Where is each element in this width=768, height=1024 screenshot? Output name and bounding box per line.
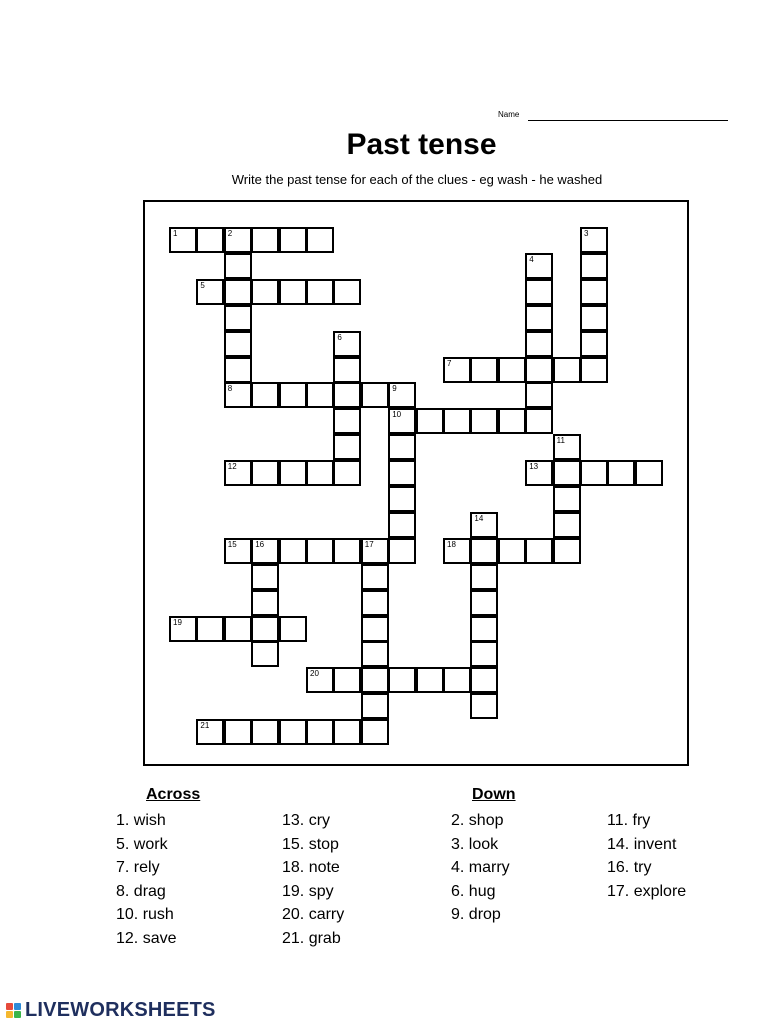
clue-down: 3. look: [451, 835, 499, 853]
crossword-cell[interactable]: [388, 538, 416, 564]
crossword-cell[interactable]: [224, 305, 252, 331]
crossword-cell[interactable]: [333, 538, 361, 564]
crossword-cell[interactable]: [470, 693, 498, 719]
clue-number: 13: [529, 462, 539, 472]
crossword-cell[interactable]: [251, 382, 279, 408]
clues-section: [0, 786, 768, 956]
crossword-cell[interactable]: [333, 357, 361, 383]
crossword-cell[interactable]: [361, 564, 389, 590]
down-heading: Down: [472, 786, 516, 803]
clue-number: 16: [255, 539, 265, 549]
crossword-cell[interactable]: [388, 460, 416, 486]
crossword-cell[interactable]: [224, 253, 252, 279]
clue-number: 8: [227, 384, 233, 394]
clue-number: 15: [227, 539, 237, 549]
clue-number: 14: [474, 513, 484, 523]
crossword-cell[interactable]: [333, 667, 361, 693]
crossword-cell[interactable]: [333, 382, 361, 408]
crossword-cell[interactable]: [525, 382, 553, 408]
crossword-cell[interactable]: [333, 460, 361, 486]
crossword-cell[interactable]: [224, 331, 252, 357]
crossword-cell[interactable]: [279, 279, 307, 305]
crossword-cell[interactable]: [388, 512, 416, 538]
clue-across: 18. note: [282, 859, 340, 877]
brand-square-icon: [14, 1003, 21, 1010]
crossword-cell[interactable]: [333, 719, 361, 745]
crossword-cell[interactable]: [470, 641, 498, 667]
clue-down: 4. marry: [451, 859, 510, 877]
clue-across: 15. stop: [282, 835, 339, 853]
crossword-cell[interactable]: [635, 460, 663, 486]
crossword-cell[interactable]: [251, 538, 279, 564]
crossword-cell[interactable]: [279, 719, 307, 745]
clue-down: 17. explore: [607, 882, 687, 900]
clue-number: 7: [447, 358, 452, 368]
name-line: [528, 120, 728, 121]
clue-number: 5: [200, 280, 205, 290]
crossword-cell[interactable]: [580, 331, 608, 357]
crossword-cell[interactable]: [525, 253, 553, 279]
crossword-cell[interactable]: [251, 590, 279, 616]
liveworksheets-logo: [6, 996, 216, 1024]
crossword-cell[interactable]: [333, 408, 361, 434]
clue-down: 14. invent: [607, 835, 677, 853]
crossword-cell[interactable]: [251, 719, 279, 745]
brand-square-icon: [6, 1003, 13, 1010]
crossword-cell[interactable]: [388, 408, 416, 434]
clue-across: 1. wish: [116, 812, 166, 829]
crossword-cell[interactable]: [580, 460, 608, 486]
clue-number: 21: [200, 721, 210, 731]
crossword-cell[interactable]: [224, 382, 252, 408]
crossword-cell[interactable]: [525, 305, 553, 331]
clue-across: 13. cry: [282, 812, 331, 829]
clue-across: 19. spy: [282, 882, 334, 900]
crossword-cell[interactable]: [279, 227, 307, 253]
brand-icon: [6, 1003, 21, 1018]
clue-number: 9: [392, 384, 397, 394]
crossword-cell[interactable]: [279, 616, 307, 642]
clue-across: 12. save: [116, 929, 177, 947]
crossword-cell[interactable]: [388, 434, 416, 460]
crossword-cell[interactable]: [443, 538, 471, 564]
crossword-cell[interactable]: [251, 227, 279, 253]
clue-across: 20. carry: [282, 906, 345, 924]
crossword-cell[interactable]: [580, 357, 608, 383]
down-column-1: [451, 809, 510, 927]
clue-down: 2. shop: [451, 812, 504, 829]
crossword-cell[interactable]: [361, 667, 389, 693]
crossword-cell[interactable]: [416, 667, 444, 693]
crossword-cell[interactable]: [196, 719, 224, 745]
name-field: [498, 110, 519, 119]
page-title: Past tense: [346, 128, 497, 161]
crossword-cell[interactable]: [224, 279, 252, 305]
crossword-cell[interactable]: [388, 382, 416, 408]
crossword-cell[interactable]: [306, 667, 334, 693]
crossword-cell[interactable]: [388, 667, 416, 693]
clue-number: 12: [227, 462, 237, 472]
clue-number: 3: [584, 229, 589, 238]
crossword-cell[interactable]: [196, 279, 224, 305]
crossword-cell[interactable]: [306, 460, 334, 486]
clue-number: 18: [447, 539, 456, 549]
crossword-cell[interactable]: [224, 460, 252, 486]
crossword-cell[interactable]: [333, 331, 361, 357]
crossword-cell[interactable]: [306, 279, 334, 305]
crossword-cell[interactable]: [251, 564, 279, 590]
crossword-cell[interactable]: [470, 590, 498, 616]
clue-number: 1: [173, 229, 178, 238]
crossword-cell[interactable]: [251, 616, 279, 642]
name-label: Name: [498, 110, 520, 119]
clue-number: 17: [364, 539, 374, 549]
clue-across: 10. rush: [116, 906, 174, 924]
crossword-cell[interactable]: [169, 227, 197, 253]
instructions: Write the past tense for each of the clues - eg wash - he washed: [231, 172, 603, 187]
crossword-cell[interactable]: [333, 279, 361, 305]
crossword-cell[interactable]: [580, 253, 608, 279]
crossword-cell[interactable]: [224, 616, 252, 642]
crossword-cell[interactable]: [224, 538, 252, 564]
crossword-cell[interactable]: [279, 382, 307, 408]
crossword-cell[interactable]: [224, 719, 252, 745]
clue-down: 16. try: [607, 859, 652, 877]
crossword-cell[interactable]: [553, 460, 581, 486]
crossword-cell[interactable]: [470, 564, 498, 590]
crossword-cell[interactable]: [553, 357, 581, 383]
crossword-cell[interactable]: [361, 693, 389, 719]
crossword-cell[interactable]: [443, 408, 471, 434]
crossword-cell[interactable]: [306, 538, 334, 564]
clue-number: 2: [227, 229, 233, 238]
crossword-cell[interactable]: [361, 641, 389, 667]
crossword-cell[interactable]: [580, 305, 608, 331]
down-column-2: [607, 809, 686, 903]
clue-number: 4: [529, 254, 534, 264]
crossword-cell[interactable]: [361, 382, 389, 408]
crossword-cell[interactable]: [279, 538, 307, 564]
clue-across: 21. grab: [282, 929, 341, 947]
clue-number: 6: [337, 332, 342, 342]
across-heading: Across: [146, 786, 201, 803]
clue-across: 8. drag: [116, 882, 166, 900]
clue-across: 5. work: [116, 835, 168, 853]
crossword-cell[interactable]: [498, 408, 526, 434]
crossword-cell[interactable]: [470, 408, 498, 434]
clue-down: 9. drop: [451, 906, 501, 924]
crossword-cell[interactable]: [470, 667, 498, 693]
crossword-cell[interactable]: [251, 460, 279, 486]
brand-text: LIVEWORKSHEETS: [25, 998, 216, 1021]
crossword-cell[interactable]: [470, 357, 498, 383]
crossword-cell[interactable]: [553, 512, 581, 538]
crossword-cell[interactable]: [470, 538, 498, 564]
across-column-2: [282, 809, 344, 951]
crossword-grid: [143, 200, 689, 766]
crossword-cell[interactable]: [525, 408, 553, 434]
crossword-cell[interactable]: [470, 512, 498, 538]
crossword-cell[interactable]: [388, 486, 416, 512]
crossword-cell[interactable]: [224, 227, 252, 253]
crossword-cell[interactable]: [361, 719, 389, 745]
crossword-cell[interactable]: [525, 538, 553, 564]
crossword-cell[interactable]: [580, 227, 608, 253]
crossword-cell[interactable]: [553, 434, 581, 460]
clue-number: 20: [310, 669, 319, 679]
crossword-cell[interactable]: [196, 616, 224, 642]
clue-down: 6. hug: [451, 882, 496, 900]
crossword-cell[interactable]: [306, 227, 334, 253]
crossword-cell[interactable]: [498, 357, 526, 383]
brand-square-icon: [14, 1011, 21, 1018]
crossword-cell[interactable]: [607, 460, 635, 486]
crossword-cell[interactable]: [443, 357, 471, 383]
brand-square-icon: [6, 1011, 13, 1018]
crossword-cell[interactable]: [470, 616, 498, 642]
crossword-cell[interactable]: [525, 357, 553, 383]
crossword-cell[interactable]: [361, 590, 389, 616]
crossword-cell[interactable]: [443, 667, 471, 693]
clue-number: 19: [173, 617, 182, 627]
crossword-cell[interactable]: [361, 616, 389, 642]
crossword-cell[interactable]: [279, 460, 307, 486]
crossword-cell[interactable]: [306, 719, 334, 745]
crossword-cell[interactable]: [416, 408, 444, 434]
clue-across: 7. rely: [116, 859, 160, 877]
crossword-cell[interactable]: [525, 279, 553, 305]
crossword-cell[interactable]: [553, 538, 581, 564]
crossword-cell[interactable]: [169, 616, 197, 642]
crossword-cell[interactable]: [333, 434, 361, 460]
crossword-cell[interactable]: [196, 227, 224, 253]
crossword-cell[interactable]: [525, 331, 553, 357]
crossword-cell[interactable]: [498, 538, 526, 564]
crossword-cell[interactable]: [251, 641, 279, 667]
crossword-cell[interactable]: [224, 357, 252, 383]
clue-down: 11. fry: [607, 812, 651, 829]
crossword-cell[interactable]: [361, 538, 389, 564]
crossword-cell[interactable]: [525, 460, 553, 486]
clue-number: 10: [392, 410, 402, 420]
crossword-cell[interactable]: [251, 279, 279, 305]
clue-number: 11: [556, 436, 565, 446]
across-column-1: [116, 809, 176, 951]
crossword-cell[interactable]: [580, 279, 608, 305]
crossword-cell[interactable]: [306, 382, 334, 408]
crossword-cell[interactable]: [553, 486, 581, 512]
